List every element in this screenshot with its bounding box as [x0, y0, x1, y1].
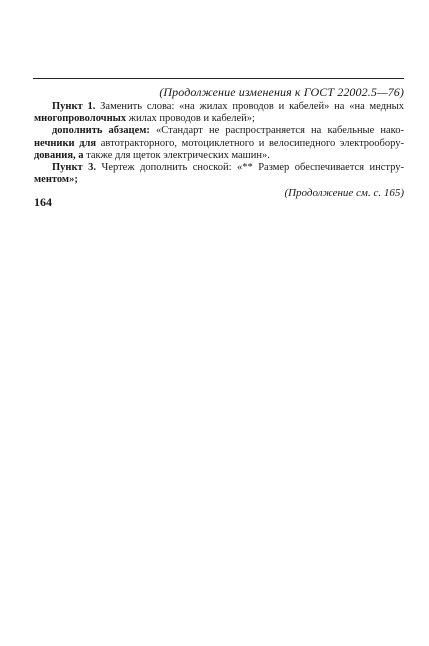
line-lead: Пункт 3.	[52, 161, 97, 173]
line-text: автотракторного, мотоциклетного и велосипедного электрообору-	[96, 137, 404, 149]
page-number: 164	[34, 195, 52, 209]
line-lead: Пункт 1.	[52, 101, 96, 112]
text-line	[34, 162, 404, 174]
text-line	[34, 150, 404, 162]
text-line	[34, 113, 404, 125]
line-text: также для щеток электрических машин».	[83, 149, 270, 161]
line-text: Заменить слова: «на жилах проводов и кабелей» на «на медных	[95, 101, 404, 112]
line-text: Чертеж дополнить сноской: «** Размер обеспечивается инстру-	[96, 161, 404, 173]
text-line	[34, 174, 404, 186]
line-lead: дополнить абзацем:	[52, 125, 150, 137]
line-lead: ментом»;	[34, 174, 78, 186]
text-line	[34, 101, 404, 113]
line-lead: многопроволочных	[34, 113, 127, 125]
line-lead: дования, а	[34, 149, 84, 161]
line-text: «Стандарт не распространяется на кабельные нако-	[149, 125, 404, 137]
continuation-header: (Продолжение изменения к ГОСТ 22002.5—76)	[159, 85, 404, 99]
line-lead: нечники для	[34, 137, 97, 149]
continuation-footer: (Продолжение см. с. 165)	[284, 187, 404, 199]
text-line	[34, 125, 404, 137]
amendment-text	[34, 101, 404, 186]
text-line	[34, 138, 404, 150]
line-text: жилах проводов и кабелей»;	[126, 113, 255, 125]
top-rule	[33, 78, 404, 79]
